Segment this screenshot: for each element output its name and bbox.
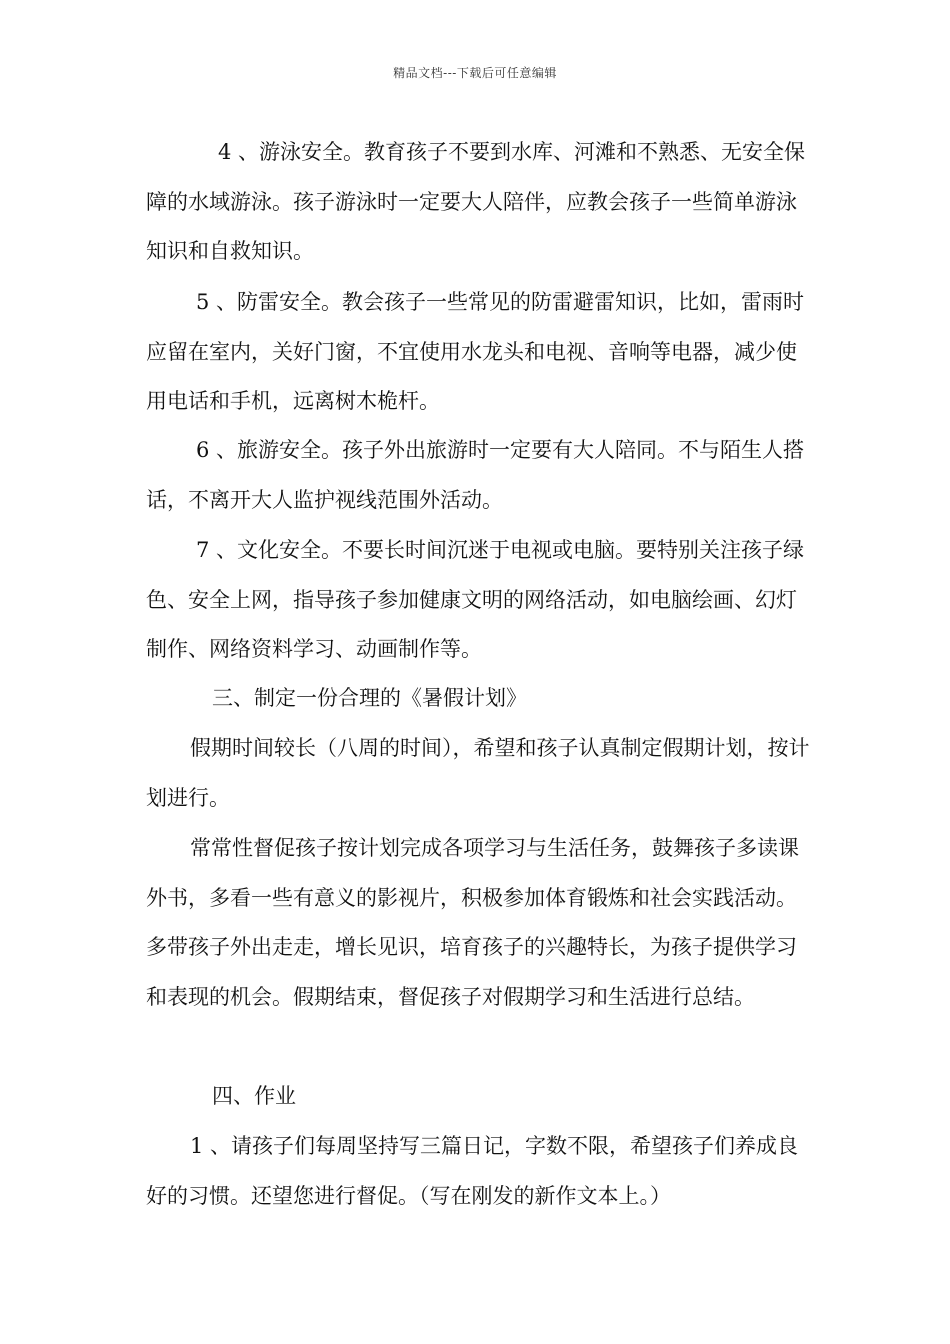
paragraph-culture-safety: 7 、文化安全。不要长时间沉迷于电视或电脑。要特别关注孩子绿色、安全上网，指导孩子参加健康文明的网络活动，如电脑绘画、幻灯制作、网络资料学习、动画制作等。 [146, 538, 805, 661]
paragraph-swimming-safety: 4 、游泳安全。教育孩子不要到水库、河滩和不熟悉、无安全保障的水域游泳。孩子游泳时一定要大人陪伴，应教会孩子一些简单游泳知识和自救知识。 [146, 140, 806, 263]
paragraph-travel-safety: 6 、旅游安全。孩子外出旅游时一定要有大人陪同。不与陌生人搭话，不离开大人监护视线范围外活动。 [146, 438, 805, 512]
section-heading-summer-plan: 三、制定一份合理的《暑假计划》 [212, 686, 527, 710]
page-header: 精品文档---下载后可任意编辑 [393, 66, 557, 80]
paragraph-supervision: 常常性督促孩子按计划完成各项学习与生活任务，鼓舞孩子多读课外书，多看一些有意义的影视片，积极参加体育锻炼和社会实践活动。多带孩子外出走走，增长见识，培育孩子的兴趣特长，为孩子提供学习和表现的机会。假期结束，督促孩子对假期学习和生活进行总结。 [146, 836, 799, 1009]
section-heading-homework: 四、作业 [212, 1084, 296, 1108]
paragraph-holiday-plan: 假期时间较长（八周的时间），希望和孩子认真制定假期计划，按计划进行。 [146, 736, 810, 810]
paragraph-homework-diary: 1 、请孩子们每周坚持写三篇日记，字数不限，希望孩子们养成良好的习惯。还望您进行督促。（写在刚发的新作文本上。） [146, 1134, 799, 1208]
paragraph-lightning-safety: 5 、防雷安全。教会孩子一些常见的防雷避雷知识，比如，雷雨时应留在室内，关好门窗，不宜使用水龙头和电视、音响等电器，减少使用电话和手机，远离树木桅杆。 [146, 290, 805, 413]
